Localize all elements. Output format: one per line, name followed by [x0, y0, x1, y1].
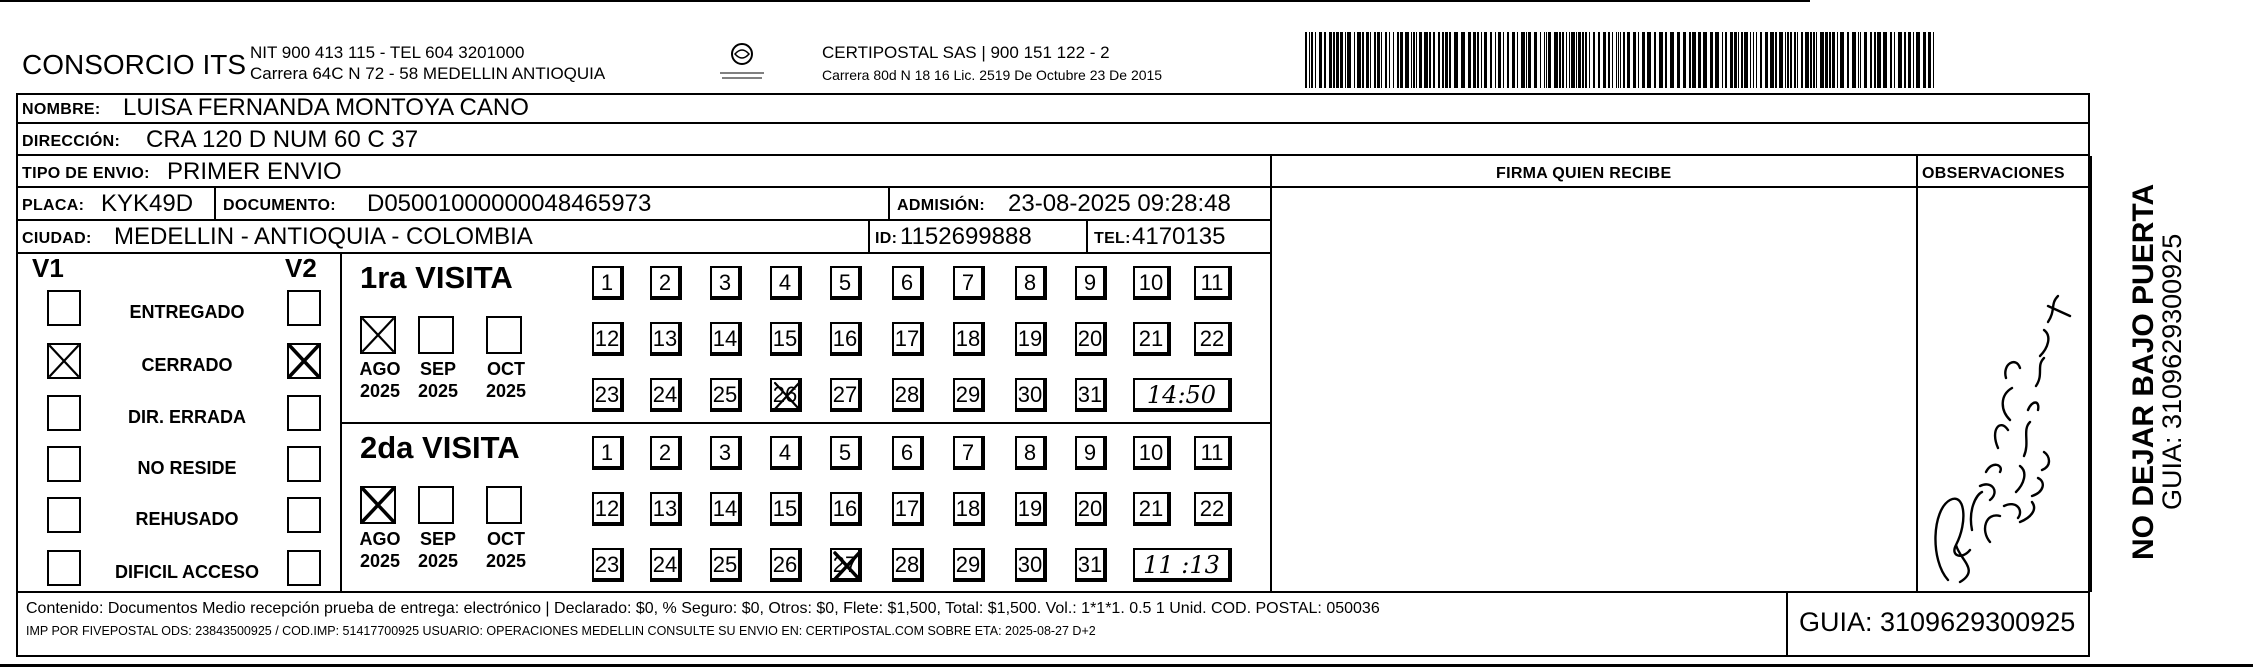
day-box[interactable] — [592, 322, 624, 356]
day-check-mark — [832, 550, 862, 582]
day-box[interactable] — [770, 492, 802, 526]
firma-header: FIRMA QUIEN RECIBE — [1496, 165, 1672, 182]
day-number: 25 — [712, 552, 738, 577]
day-number: 13 — [652, 326, 678, 351]
day-box[interactable] — [1015, 266, 1047, 300]
day-box[interactable] — [1075, 548, 1107, 582]
day-box[interactable] — [592, 436, 624, 470]
status-label: NO RESIDE — [137, 458, 237, 478]
day-number: 9 — [1083, 270, 1097, 295]
day-box[interactable] — [953, 322, 985, 356]
day-number: 11 — [1200, 440, 1224, 465]
tipo-value: PRIMER ENVIO — [167, 158, 342, 185]
v2-checkbox-3[interactable] — [287, 395, 321, 431]
day-box[interactable] — [892, 436, 924, 470]
ciudad-value: MEDELLIN - ANTIOQUIA - COLOMBIA — [114, 223, 533, 250]
day-box[interactable] — [1075, 436, 1107, 470]
month-label — [350, 358, 410, 402]
day-box[interactable] — [1015, 548, 1047, 582]
day-number: 6 — [900, 270, 914, 295]
footer-contenido: Contenido: Documentos Medio recepción prueba de entrega: electrónico | Declarado: $0, % Seguro: $0, Otros: $0, Flete: $1,500, Total: $1,500. Vol.: 1*1*1. 0.5 1 Unid. COD. POSTAL: 050036 — [26, 600, 1380, 617]
day-number: 24 — [652, 382, 678, 407]
day-box[interactable] — [710, 436, 742, 470]
month-name: AGO — [359, 359, 401, 379]
visit-divider — [342, 422, 1272, 424]
side-guia: GUIA: 3109629300925 — [2157, 233, 2187, 510]
month-label — [476, 358, 536, 402]
footer-impresion: IMP POR FIVEPOSTAL ODS: 23843500925 / COD.IMP: 51417700925 USUARIO: OPERACIONES MEDELLIN CONSULTE SU ENVIO EN: CERTIPOSTAL.COM SOBRE ETA: 2025-08-27 D+2 — [26, 624, 1096, 638]
day-number: 2 — [658, 440, 672, 465]
certipostal-logo-icon — [712, 40, 772, 86]
month-check-mark — [360, 316, 396, 354]
tel-value: 4170135 — [1132, 223, 1226, 250]
certipostal-logo — [712, 40, 772, 86]
day-box[interactable] — [650, 436, 682, 470]
day-box[interactable] — [710, 548, 742, 582]
day-box[interactable] — [1194, 436, 1232, 470]
company-address: Carrera 64C N 72 - 58 MEDELLIN ANTIOQUIA — [250, 64, 606, 83]
day-number: 3 — [718, 440, 732, 465]
day-box[interactable] — [1075, 266, 1107, 300]
day-number: 28 — [894, 382, 920, 407]
day-box[interactable] — [1015, 378, 1047, 412]
visit-time: 11 :13 — [1143, 551, 1220, 579]
day-number: 7 — [961, 270, 975, 295]
status-label: REHUSADO — [135, 509, 239, 529]
status-label: DIFICIL ACCESO — [114, 562, 259, 582]
v2-checkbox-1[interactable] — [287, 290, 321, 326]
v1-checkbox-6[interactable] — [47, 550, 81, 586]
day-number: 8 — [1023, 270, 1037, 295]
month-year: 2025 — [485, 381, 527, 401]
day-box[interactable] — [830, 322, 862, 356]
day-box[interactable] — [892, 378, 924, 412]
month-name: OCT — [487, 529, 525, 549]
day-box[interactable] — [892, 548, 924, 582]
v1-check-mark — [47, 343, 81, 379]
day-box[interactable] — [953, 548, 985, 582]
row-direccion: DIRECCIÓN: CRA 120 D NUM 60 C 37 — [16, 124, 2090, 156]
v1-checkbox-5[interactable] — [47, 497, 81, 533]
day-number: 17 — [894, 326, 920, 351]
day-box[interactable] — [1133, 266, 1171, 300]
day-box[interactable] — [830, 492, 862, 526]
day-number: 5 — [838, 440, 852, 465]
month-name: AGO — [359, 529, 401, 549]
month-year: 2025 — [417, 551, 459, 571]
day-box[interactable] — [892, 492, 924, 526]
row-ciudad: CIUDAD: MEDELLIN - ANTIOQUIA - COLOMBIA ID: 1152699888 TEL: 4170135 — [16, 221, 1272, 254]
v2-header: V2 — [285, 253, 317, 283]
day-box[interactable] — [1133, 436, 1171, 470]
row-nombre: NOMBRE: LUISA FERNANDA MONTOYA CANO — [16, 93, 2090, 124]
observaciones-header: OBSERVACIONES — [1922, 165, 2065, 182]
day-box[interactable] — [953, 436, 985, 470]
day-box[interactable] — [1015, 436, 1047, 470]
visit-time-box[interactable] — [1133, 548, 1232, 582]
day-number: 16 — [832, 326, 858, 351]
day-box[interactable] — [1075, 492, 1107, 526]
day-box[interactable] — [650, 378, 682, 412]
day-number: 26 — [772, 552, 798, 577]
footer-guia-divider — [1786, 591, 1788, 657]
month-checkbox[interactable] — [486, 316, 522, 354]
day-number: 21 — [1138, 326, 1164, 351]
day-box[interactable] — [592, 548, 624, 582]
v1-checkbox-3[interactable] — [47, 395, 81, 431]
month-label — [408, 528, 468, 572]
status-label: DIR. ERRADA — [127, 407, 246, 427]
day-number: 22 — [1199, 326, 1225, 351]
month-year: 2025 — [417, 381, 459, 401]
id-value: 1152699888 — [900, 223, 1032, 250]
day-number: 3 — [718, 270, 732, 295]
day-box[interactable] — [710, 492, 742, 526]
month-label — [476, 528, 536, 572]
visit-title-1: 1ra VISITA — [360, 260, 513, 295]
day-number: 23 — [594, 552, 620, 577]
visit-time-box[interactable] — [1133, 378, 1232, 412]
day-number: 11 — [1200, 270, 1224, 295]
day-box[interactable] — [1075, 322, 1107, 356]
month-check-mark — [360, 486, 396, 524]
day-box[interactable] — [770, 266, 802, 300]
day-number: 19 — [1017, 496, 1043, 521]
month-year: 2025 — [359, 551, 401, 571]
day-number: 2 — [658, 270, 672, 295]
day-number: 18 — [955, 496, 981, 521]
day-box[interactable] — [650, 266, 682, 300]
day-number: 18 — [955, 326, 981, 351]
day-number: 12 — [594, 326, 620, 351]
placa-value: KYK49D — [101, 190, 194, 217]
v1-checkbox-4[interactable] — [47, 446, 81, 482]
day-number: 29 — [955, 552, 981, 577]
row-placa: PLACA: KYK49D DOCUMENTO: D05001000000048465973 ADMISIÓN: 23-08-2025 09:28:48 — [16, 188, 1272, 221]
handwritten-observation — [1920, 260, 2080, 590]
day-number: 10 — [1138, 270, 1164, 295]
obs-column-divider — [1916, 156, 1918, 592]
top-rule — [0, 0, 1810, 2]
day-number: 7 — [961, 440, 975, 465]
v2-check-mark — [287, 343, 321, 379]
month-label — [350, 528, 410, 572]
month-checkbox[interactable] — [418, 486, 454, 524]
day-number: 4 — [778, 440, 792, 465]
side-note: NO DEJAR BAJO PUERTA — [2127, 183, 2160, 560]
day-box[interactable] — [1194, 322, 1232, 356]
footer-divider — [16, 591, 2090, 593]
v2-checkbox-4[interactable] — [287, 446, 321, 482]
day-box[interactable] — [592, 378, 624, 412]
status-label: CERRADO — [141, 355, 233, 375]
day-box[interactable] — [592, 492, 624, 526]
day-number: 23 — [594, 382, 620, 407]
day-number: 16 — [832, 496, 858, 521]
day-number: 4 — [778, 270, 792, 295]
v2-checkbox-5[interactable] — [287, 497, 321, 533]
visit-time: 14:50 — [1146, 381, 1217, 409]
day-number: 9 — [1083, 440, 1097, 465]
month-name: OCT — [487, 359, 525, 379]
day-box[interactable] — [892, 266, 924, 300]
day-number: 20 — [1077, 326, 1103, 351]
day-number: 21 — [1138, 496, 1164, 521]
documento-value: D05001000000048465973 — [367, 190, 652, 217]
day-box[interactable] — [770, 548, 802, 582]
v2-checkbox-6[interactable] — [287, 550, 321, 586]
day-number: 12 — [594, 496, 620, 521]
month-checkbox[interactable] — [486, 486, 522, 524]
day-box[interactable] — [953, 378, 985, 412]
nombre-value: LUISA FERNANDA MONTOYA CANO — [123, 94, 529, 121]
day-number: 30 — [1017, 382, 1043, 407]
day-number: 27 — [832, 382, 858, 407]
day-number: 24 — [652, 552, 678, 577]
day-number: 10 — [1138, 440, 1164, 465]
visit-title-2: 2da VISITA — [360, 430, 520, 465]
day-box[interactable] — [953, 492, 985, 526]
day-box[interactable] — [830, 378, 862, 412]
day-number: 26 — [772, 382, 798, 407]
day-box[interactable] — [592, 266, 624, 300]
day-box[interactable] — [650, 492, 682, 526]
month-checkbox[interactable] — [418, 316, 454, 354]
day-number: 5 — [838, 270, 852, 295]
day-box[interactable] — [770, 436, 802, 470]
day-number: 31 — [1077, 552, 1103, 577]
day-number: 1 — [600, 270, 614, 295]
v1-header: V1 — [32, 253, 64, 283]
day-check-mark — [772, 380, 802, 412]
month-year: 2025 — [359, 381, 401, 401]
day-box[interactable] — [710, 266, 742, 300]
day-number: 30 — [1017, 552, 1043, 577]
month-name: SEP — [419, 359, 457, 379]
day-box[interactable] — [892, 322, 924, 356]
direccion-value: CRA 120 D NUM 60 C 37 — [146, 126, 419, 153]
barcode — [1305, 32, 1935, 88]
day-number: 8 — [1023, 440, 1037, 465]
footer-guia: GUIA: 3109629300925 — [1799, 607, 2076, 637]
day-box[interactable] — [770, 322, 802, 356]
day-number: 15 — [772, 496, 798, 521]
day-number: 29 — [955, 382, 981, 407]
day-number: 17 — [894, 496, 920, 521]
admision-value: 23-08-2025 09:28:48 — [1008, 190, 1231, 217]
row-tipo: TIPO DE ENVIO: PRIMER ENVIO FIRMA QUIEN RECIBE OBSERVACIONES — [16, 156, 2092, 188]
day-number: 25 — [712, 382, 738, 407]
month-label — [408, 358, 468, 402]
day-box[interactable] — [953, 266, 985, 300]
day-box[interactable] — [1133, 492, 1171, 526]
day-box[interactable] — [650, 322, 682, 356]
day-number: 31 — [1077, 382, 1103, 407]
day-number: 13 — [652, 496, 678, 521]
day-number: 6 — [900, 440, 914, 465]
v1-checkbox-1[interactable] — [47, 290, 81, 326]
day-box[interactable] — [710, 378, 742, 412]
day-box[interactable] — [1194, 266, 1232, 300]
company-name: CONSORCIO ITS — [22, 49, 247, 80]
day-number: 14 — [712, 496, 738, 521]
certipostal-name: CERTIPOSTAL SAS | 900 151 122 - 2 — [822, 43, 1110, 62]
certipostal-address: Carrera 80d N 18 16 Lic. 2519 De Octubre 23 De 2015 — [822, 67, 1163, 83]
day-number: 28 — [894, 552, 920, 577]
day-number: 1 — [600, 440, 614, 465]
day-number: 19 — [1017, 326, 1043, 351]
day-number: 22 — [1199, 496, 1225, 521]
day-number: 14 — [712, 326, 738, 351]
day-box[interactable] — [650, 548, 682, 582]
status-label: ENTREGADO — [129, 302, 245, 322]
day-number: 15 — [772, 326, 798, 351]
day-box[interactable] — [1015, 322, 1047, 356]
month-year: 2025 — [485, 551, 527, 571]
month-name: SEP — [419, 529, 457, 549]
bottom-rule — [0, 664, 2253, 667]
day-box[interactable] — [1075, 378, 1107, 412]
company-nit: NIT 900 413 115 - TEL 604 3201000 — [250, 43, 525, 62]
obs-column-right — [2090, 156, 2092, 592]
day-box[interactable] — [710, 322, 742, 356]
day-box[interactable] — [1133, 322, 1171, 356]
day-number: 27 — [832, 552, 858, 577]
day-box[interactable] — [1015, 492, 1047, 526]
day-box[interactable] — [830, 266, 862, 300]
day-box[interactable] — [1194, 492, 1232, 526]
day-box[interactable] — [830, 436, 862, 470]
day-number: 20 — [1077, 496, 1103, 521]
